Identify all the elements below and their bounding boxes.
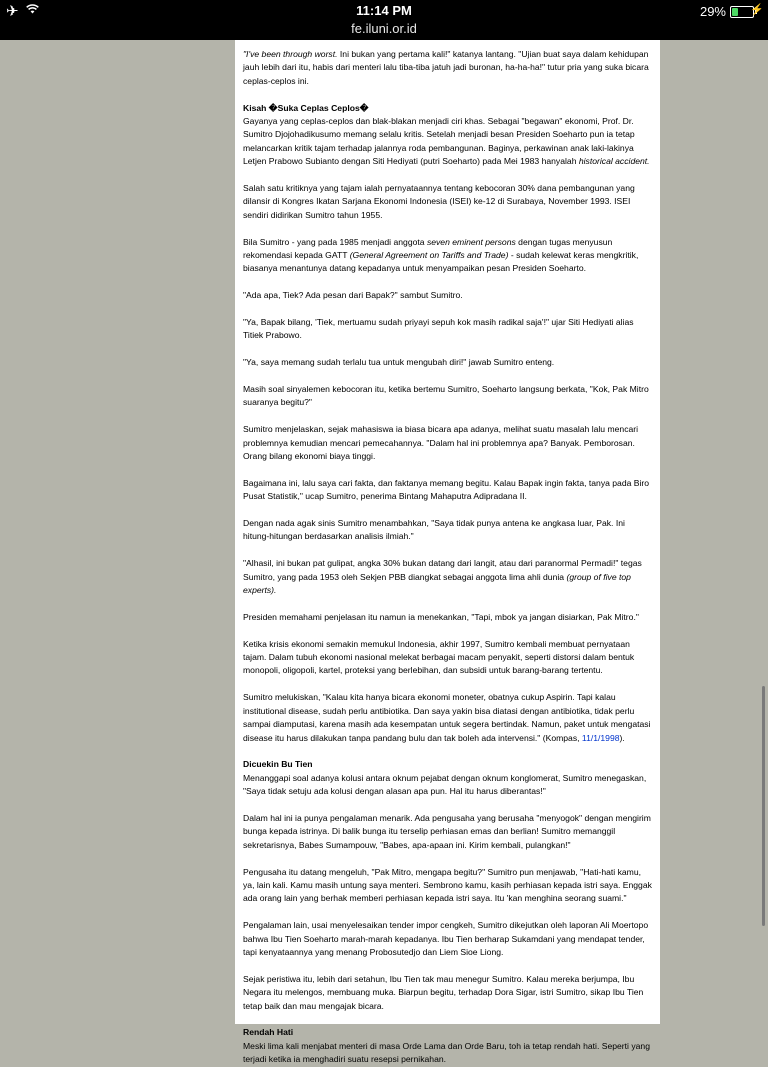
paragraph: Sumitro menjelaskan, sejak mahasiswa ia biasa bicara apa adanya, melihat suatu masalah lalu mencari problemnya kemudian mencari pemecahannya. "Dalam hal ini problemnya apa? Banyak. Pemborosan. Orang bilang ekonomi biaya tinggi. bbox=[243, 424, 639, 462]
paragraph: Menanggapi soal adanya kolusi antara oknum pejabat dengan oknum konglomerat, Sumitro menegaskan, "Saya tidak setuju ada kolusi dengan alasan apa pun. Hal itu harus diberantas!" bbox=[243, 772, 647, 797]
article-page bbox=[235, 40, 660, 1065]
paragraph: Dengan nada agak sinis Sumitro menambahkan, "Saya tidak punya antena ke angkasa luar, Pak. Ini hitung-hitungan berdasarkan analisis ilmiah." bbox=[243, 518, 625, 542]
kompas-date-link[interactable]: 11/1/1998 bbox=[581, 732, 620, 743]
paragraph: Bila Sumitro - yang pada 1985 menjadi anggota seven eminent persons dengan tugas menyusun rekomendasi kepada GATT (General Agreement on Tariffs and Trade) - sudah kelewat keras mengkritik, biasanya menantunya datang kepadanya untuk menyampaikan pesan Presiden Soeharto. bbox=[243, 236, 639, 274]
scroll-indicator[interactable] bbox=[762, 686, 765, 926]
clock: 11:14 PM bbox=[356, 3, 412, 18]
paragraph: Bagaimana ini, lalu saya cari fakta, dan faktanya memang begitu. Kalau Bapak ingin fakta, tanya pada Biro Pusat Statistik," ucap Sumitro, penerima Bintang Mahaputra Adipradana II. bbox=[243, 477, 650, 502]
paragraph: Dalam hal ini ia punya pengalaman menarik. Ada pengusaha yang berusaha "menyogok" dengan mengirim bunga kepada istrinya. Di balik bunga itu terselip perhiasan emas dan berlian! Sumitro memanggil sekretarisnya, Babes Sumampouw, "Babes, apa-apaan ini. Kirim kembali, pulangkan!" bbox=[243, 812, 651, 850]
section-heading: Rendah Hati bbox=[243, 1027, 294, 1038]
section-heading: Dicuekin Bu Tien bbox=[243, 759, 313, 770]
address-bar[interactable]: fe.iluni.or.id bbox=[351, 21, 417, 36]
paragraph: Sejak peristiwa itu, lebih dari setahun, Ibu Tien tak mau menegur Sumitro. Kalau mereka berjumpa, Ibu Negara itu melengos, membuang muka. Biarpun begitu, terhadap Dora Sigar, istri Sumitro, sikap Ibu Tien tetap baik dan mau mengajak bicara. bbox=[243, 973, 644, 1011]
paragraph: Presiden memahami penjelasan itu namun ia menekankan, "Tapi, mbok ya jangan disiarkan, Pak Mitro." bbox=[243, 611, 639, 622]
paragraph: Meski lima kali menjabat menteri di masa Orde Lama dan Orde Baru, toh ia tetap rendah hati. Seperti yang terjadi ketika ia menghadiri suatu resepsi pernikahan. bbox=[243, 1040, 650, 1065]
paragraph: "Ya, Bapak bilang, 'Tiek, mertuamu sudah priyayi sepuh kok masih radikal saja'!" ujar Siti Hediyati alias Titiek Prabowo. bbox=[243, 317, 634, 341]
paragraph: "Ada apa, Tiek? Ada pesan dari Bapak?" sambut Sumitro. bbox=[243, 290, 463, 301]
paragraph: Masih soal sinyalemen kebocoran itu, ketika bertemu Sumitro, Soeharto langsung berkata, "Kok, Pak Mitro suaranya begitu?" bbox=[243, 384, 649, 408]
paragraph: Ketika krisis ekonomi semakin memukul Indonesia, akhir 1997, Sumitro kembali membuat pernyataan tajam. Dalam tubuh ekonomi nasional melekat berbagai macam penyakit, seperti distorsi dalam bentuk monopoli, oligopoli, kartel, proteksi yang berlebihan, dan subsidi untuk barang-barang tertentu. bbox=[243, 638, 635, 676]
section-heading: Kisah �Suka Ceplas Ceplos� bbox=[243, 102, 369, 113]
paragraph: Pengusaha itu datang mengeluh, "Pak Mitro, mengapa begitu?" Sumitro pun menjawab, "Hati-hati kamu, ya, lain kali. Kamu masih untung saya menteri. Sembrono kamu, kasih perhiasan kepada istri saya. Enggak ada orang lain yang berhak memberi perhiasan kepada istri saya. Itu 'kan menghina seorang suami." bbox=[243, 866, 652, 904]
paragraph: Sumitro melukiskan, "Kalau kita hanya bicara ekonomi moneter, obatnya cukup Aspirin. Tapi kalau institutional disease, sudah perlu antibiotika. Dan saya yakin bisa diatasi dengan antibiotika, tidak perlu sampai diamputasi, karena masih ada kesempatan untuk segera bertindak. Namun, paket untuk mengatasi disease itu harus dilakukan tanpa pandang bulu dan tak boleh ada intervensi." (Kompas, 11/1/1998). bbox=[243, 692, 651, 743]
status-bar bbox=[0, 0, 768, 40]
article-body bbox=[235, 40, 660, 1067]
battery-percentage: 29% bbox=[699, 4, 726, 19]
paragraph: "I've been through worst. Ini bukan yang pertama kali!" katanya lantang. "Ujian buat saya dalam kehidupan jauh lebih dari itu, habis dari menteri lalu tiba-tiba jatuh jadi buronan, ha-ha-ha!" tutur pria yang suka bicara ceplas-ceplos ini. bbox=[243, 49, 649, 86]
airplane-mode-icon: ✈ bbox=[6, 3, 19, 20]
paragraph: "Ya, saya memang sudah terlalu tua untuk mengubah diri!" jawab Sumitro enteng. bbox=[243, 357, 555, 368]
charging-icon: ⚡ bbox=[750, 4, 764, 16]
paragraph: Pengalaman lain, usai menyelesaikan tender impor cengkeh, Sumitro dikejutkan oleh laporan Ali Moertopo bahwa Ibu Tien Soeharto marah-marah kepadanya. Ibu Tien berharap Sukamdani yang mendapat tender, tapi kenyataannya yang menang Probosutedjo dan Liem Sioe Liong. bbox=[243, 920, 649, 957]
paragraph: Salah satu kritiknya yang tajam ialah pernyataannya tentang kebocoran 30% dana pembangunan yang dilansir di Kongres Ikatan Sarjana Ekonomi Indonesia (ISEI) ke-12 di Surabaya, November 1993. ISEI sendiri didirikan Sumitro tahun 1955. bbox=[243, 183, 635, 220]
paragraph: Gayanya yang ceplas-ceplos dan blak-blakan menjadi ciri khas. Sebagai "begawan" ekonomi, Prof. Dr. Sumitro Djojohadikusumo memang selalu kritis. Setelah menjadi besan Presiden Soeharto pun ia tetap melancarkan kritik tajam terhadap jalannya roda pembangunan. Baginya, perkawinan anak laki-lakinya Letjen Prabowo Subianto dengan Siti Hediyati (putri Soeharto) pada Mei 1983 hanyalah historical accident. bbox=[243, 116, 650, 167]
paragraph: "Alhasil, ini bukan pat gulipat, angka 30% bukan datang dari langit, atau dari paranormal Permadi!" tegas Sumitro, yang pada 1953 oleh Sekjen PBB diangkat sebagai anggota lima ahli dunia (group of five top experts). bbox=[243, 558, 642, 596]
